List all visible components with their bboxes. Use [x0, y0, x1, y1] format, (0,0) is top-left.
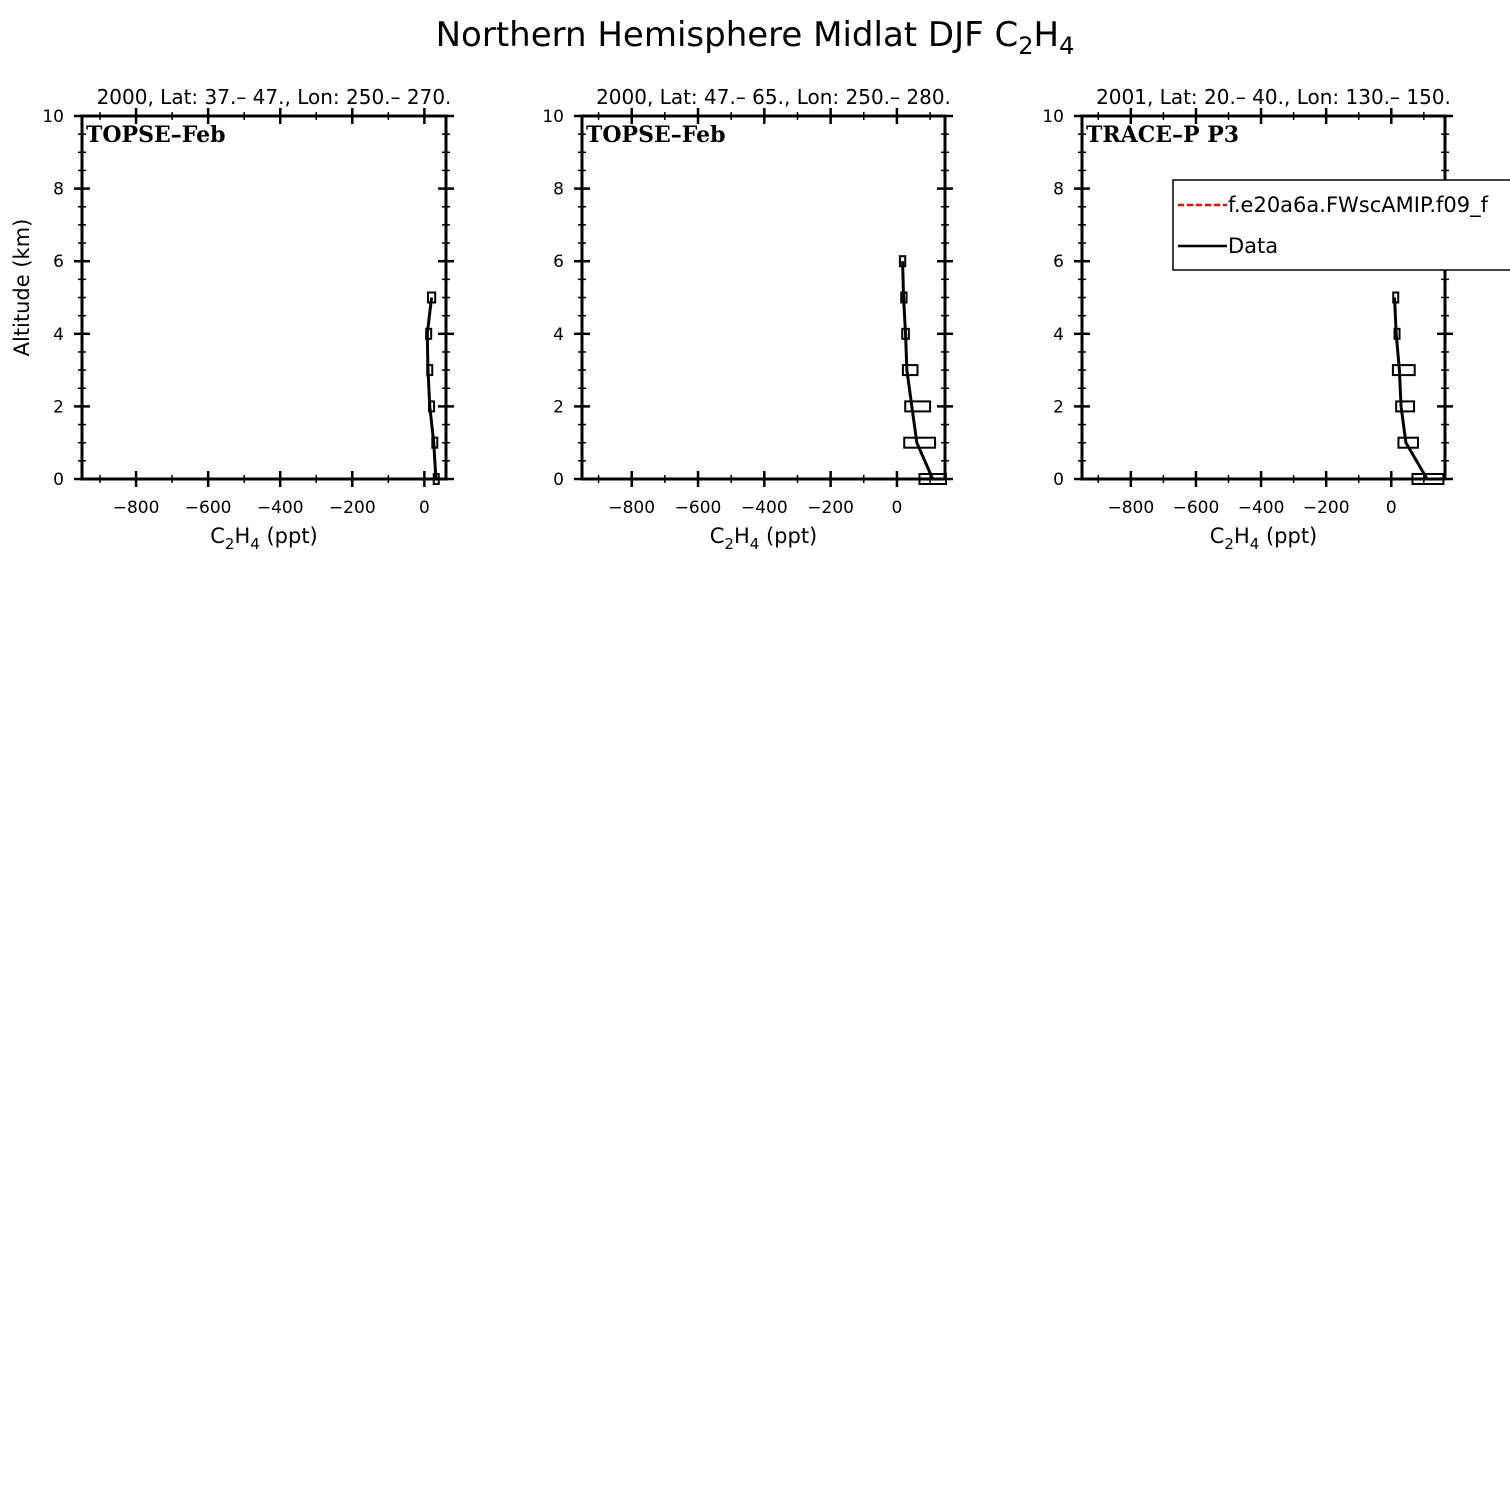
y-tick-label: 0	[53, 470, 64, 490]
campaign-label: TOPSE–Feb	[586, 122, 726, 148]
x-tick-label: −200	[328, 498, 376, 518]
y-tick-label: 4	[553, 324, 564, 345]
data-range-box	[903, 365, 918, 375]
plot-frame	[82, 116, 446, 479]
y-axis-label: Altitude (km)	[10, 218, 34, 357]
y-tick-label: 6	[53, 252, 64, 273]
y-tick-label: 10	[1042, 107, 1064, 127]
campaign-label: TRACE–P P3	[1086, 122, 1240, 148]
legend-label: Data	[1228, 234, 1279, 258]
y-tick-label: 0	[553, 470, 564, 490]
panel-subtitle: 2001, Lat: 20.– 40., Lon: 130.– 150.	[1096, 85, 1451, 109]
legend-label: f.e20a6a.FWscAMIP.f09_f	[1228, 193, 1489, 217]
figure-title: Northern Hemisphere Midlat DJF $C_2H_4$	[435, 15, 1075, 60]
x-tick-label: −800	[112, 498, 160, 518]
plot-frame	[1082, 116, 1445, 479]
y-tick-label: 0	[1053, 470, 1064, 490]
x-tick-label: −400	[1237, 498, 1285, 518]
data-range-box	[427, 365, 432, 375]
panel-3	[1042, 85, 1510, 553]
y-tick-label: 6	[1053, 252, 1064, 273]
y-tick-label: 10	[542, 107, 564, 127]
x-tick-label: 0	[418, 498, 430, 518]
panel-subtitle: 2000, Lat: 47.– 65., Lon: 250.– 280.	[596, 85, 951, 109]
y-tick-label: 2	[53, 397, 64, 418]
panel-2	[542, 85, 953, 553]
y-tick-label: 4	[1053, 324, 1064, 345]
panels-group	[10, 85, 1510, 553]
y-tick-label: 4	[53, 324, 64, 345]
data-range-box	[1396, 401, 1414, 411]
panel-1	[10, 85, 454, 553]
data-profile-line	[427, 298, 436, 480]
y-tick-label: 8	[1053, 179, 1064, 200]
x-axis-label: $C_2H_4$ (ppt)	[1209, 524, 1318, 553]
x-tick-label: −400	[256, 498, 304, 518]
y-tick-label: 2	[1053, 397, 1064, 418]
y-tick-label: 8	[53, 179, 64, 200]
x-tick-label: −600	[674, 498, 722, 518]
plot-frame	[582, 116, 945, 479]
data-profile-line	[1395, 298, 1428, 480]
x-tick-label: −200	[1302, 498, 1350, 518]
y-tick-label: 10	[42, 107, 64, 127]
x-tick-label: −600	[1172, 498, 1220, 518]
x-axis-label: $C_2H_4$ (ppt)	[709, 524, 818, 553]
x-axis-label: $C_2H_4$ (ppt)	[210, 524, 318, 553]
y-tick-label: 8	[553, 179, 564, 200]
y-tick-label: 6	[553, 252, 564, 273]
y-tick-label: 2	[553, 397, 564, 418]
x-tick-label: −200	[807, 498, 854, 518]
x-tick-label: −600	[184, 498, 232, 518]
x-tick-label: −800	[1107, 498, 1155, 518]
data-range-box	[905, 401, 930, 411]
data-range-box	[1393, 365, 1415, 375]
x-tick-label: 0	[1385, 498, 1397, 518]
x-tick-label: −800	[608, 498, 656, 518]
panel-subtitle: 2000, Lat: 37.– 47., Lon: 250.– 270.	[96, 85, 452, 109]
legend	[1173, 180, 1510, 270]
x-tick-label: −400	[740, 498, 788, 518]
campaign-label: TOPSE–Feb	[86, 122, 226, 148]
x-tick-label: 0	[891, 498, 903, 518]
